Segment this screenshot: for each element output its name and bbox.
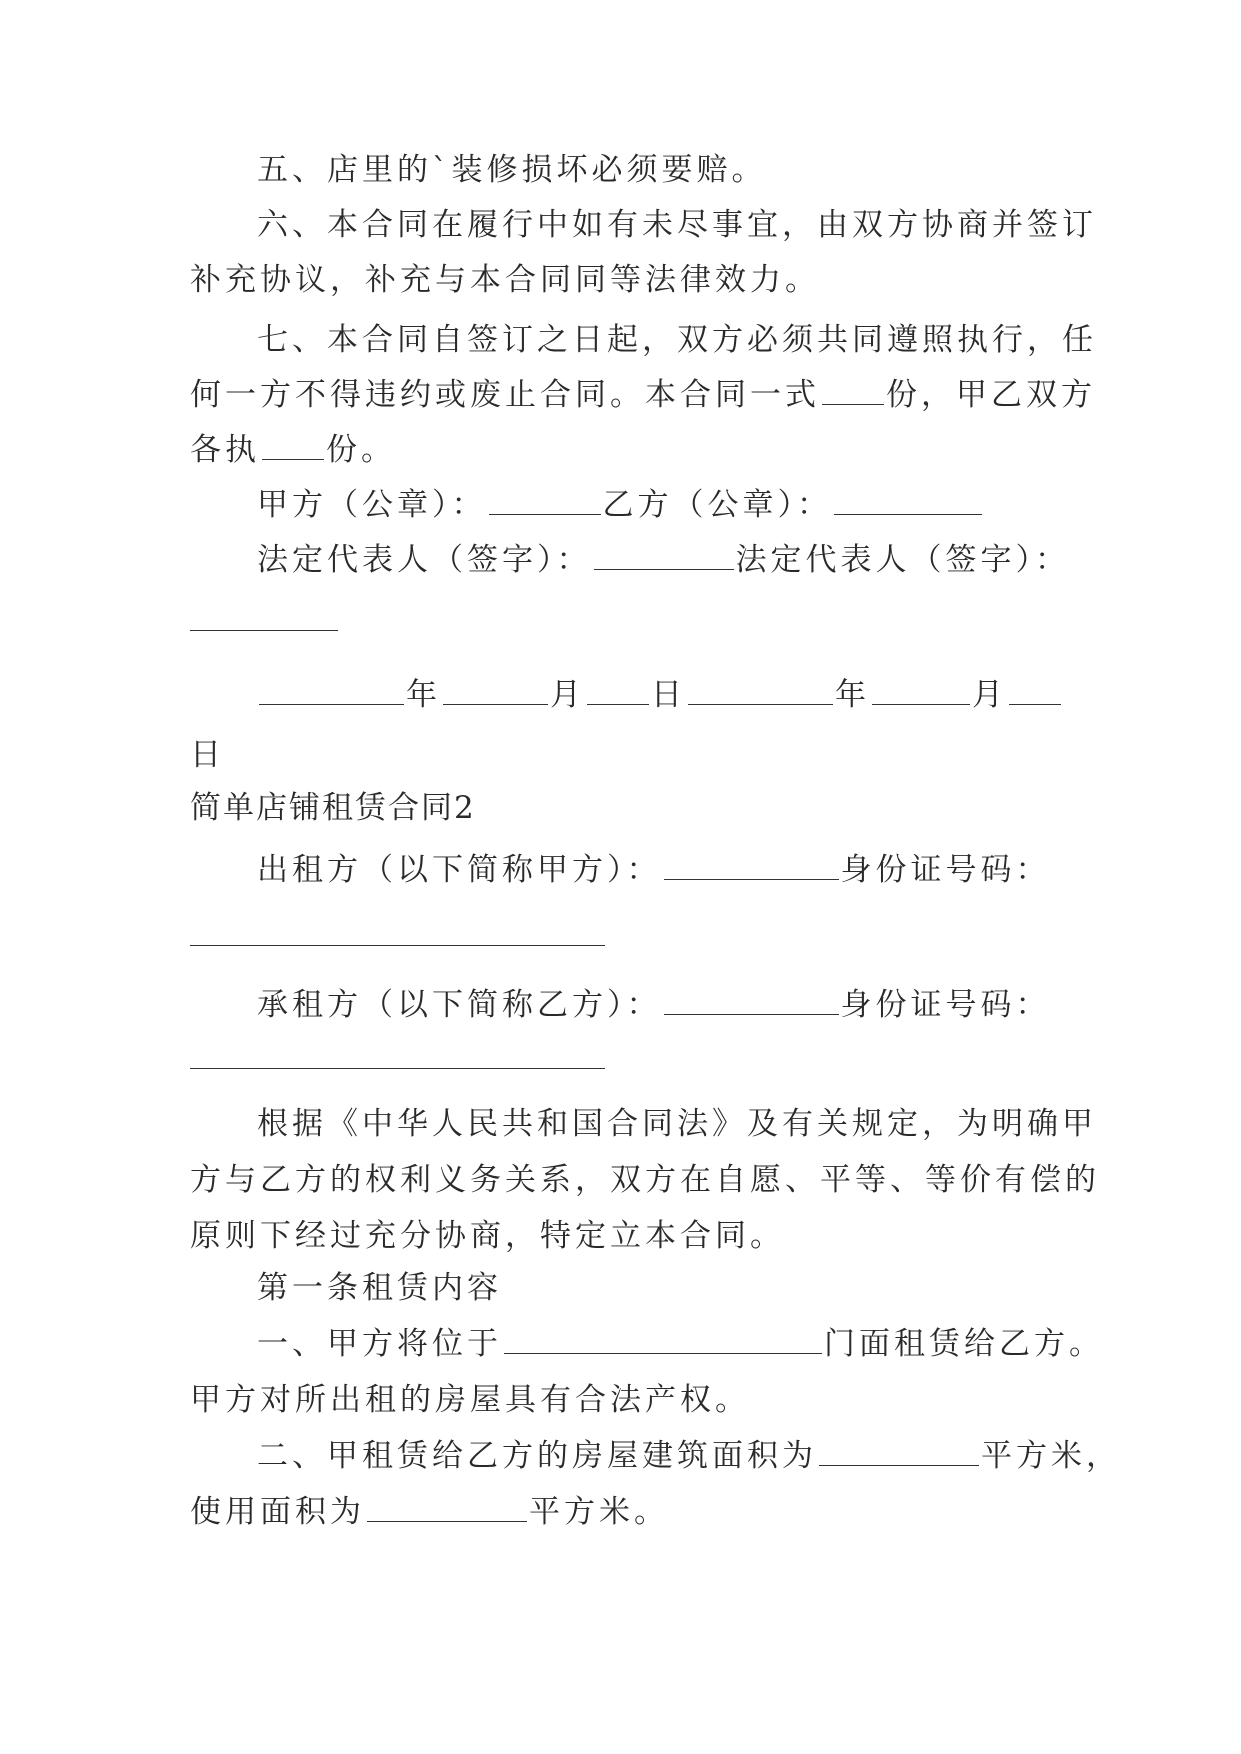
lessor-name-blank[interactable] [664, 853, 839, 880]
month-1-blank[interactable] [443, 678, 548, 705]
year-2-blank[interactable] [688, 678, 833, 705]
clause-seven-line2: 何一方不得违约或废止合同。本合同一式 份，甲乙双方 [190, 377, 1096, 413]
section-title: 简单店铺租赁合同2 [190, 790, 476, 826]
clause-seven-line1: 七、本合同自签订之日起，双方必须共同遵照执行，任 [257, 322, 1097, 358]
party-a-seal-blank[interactable] [489, 488, 601, 515]
lessor-line: 出租方（以下简称甲方）： 身份证号码： [257, 852, 1051, 888]
party-b-rep-blank[interactable] [190, 630, 338, 631]
lessee-name-blank[interactable] [664, 988, 839, 1015]
copies-each-blank[interactable] [262, 433, 324, 460]
article-one-item2-line2: 使用面积为 平方米。 [190, 1494, 669, 1530]
usable-area-blank[interactable] [367, 1495, 527, 1522]
date-line-day: 日 [190, 737, 225, 773]
lessee-line: 承租方（以下简称乙方）： 身份证号码： [257, 987, 1051, 1023]
date-line: 年 月 日 年 月 [257, 675, 1063, 715]
preamble-line1: 根据《中华人民共和国合同法》及有关规定，为明确甲 [257, 1106, 1097, 1142]
party-seals-line: 甲方（公章）： 乙方（公章）： [257, 485, 984, 525]
clause-five: 五、店里的`装修损坏必须要赔。 [257, 152, 767, 188]
article-one-item1-line2: 甲方对所出租的房屋具有合法产权。 [190, 1382, 750, 1418]
copies-total-blank[interactable] [822, 378, 884, 405]
lessor-id-blank[interactable] [190, 945, 605, 946]
year-1-blank[interactable] [259, 678, 404, 705]
article-one-item2-line1: 二、甲租赁给乙方的房屋建筑面积为 平方米， [257, 1438, 1121, 1474]
day-2-blank[interactable] [1009, 678, 1061, 705]
building-area-blank[interactable] [819, 1439, 979, 1466]
clause-seven-line3: 各执 份。 [190, 432, 396, 468]
month-2-blank[interactable] [872, 678, 970, 705]
lessee-id-blank[interactable] [190, 1068, 605, 1069]
premises-location-blank[interactable] [504, 1327, 822, 1354]
party-b-seal-blank[interactable] [834, 488, 982, 515]
preamble-line3: 原则下经过充分协商，特定立本合同。 [190, 1218, 785, 1254]
day-1-blank[interactable] [587, 678, 649, 705]
preamble-line2: 方与乙方的权利义务关系，双方在自愿、平等、等价有偿的 [190, 1162, 1100, 1198]
legal-rep-line: 法定代表人（签字）： 法定代表人（签字）： [257, 542, 1070, 578]
article-one-item1-line1: 一、甲方将位于 门面租赁给乙方。 [257, 1326, 1104, 1362]
article-one-heading: 第一条租赁内容 [257, 1270, 502, 1306]
party-a-rep-blank[interactable] [594, 543, 734, 570]
clause-six-line1: 六、本合同在履行中如有未尽事宜，由双方协商并签订 [257, 207, 1097, 243]
clause-six-line2: 补充协议，补充与本合同同等法律效力。 [190, 262, 820, 298]
